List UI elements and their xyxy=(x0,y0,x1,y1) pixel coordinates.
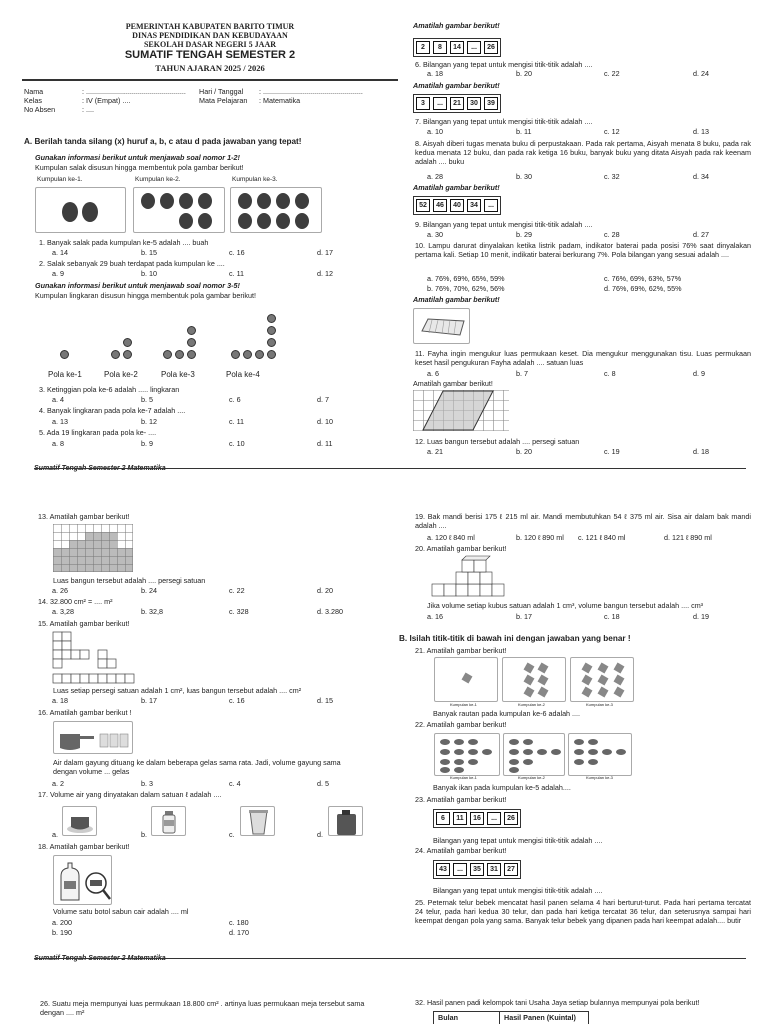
page-footer xyxy=(34,955,166,963)
q17-option-d[interactable]: d. xyxy=(317,830,323,839)
salak-icon xyxy=(134,188,226,234)
q11-option-a[interactable]: a. 6 xyxy=(427,369,439,378)
q8-option-d[interactable]: d. 34 xyxy=(693,172,709,181)
q20-option-c[interactable]: c. 18 xyxy=(604,612,620,621)
question-6: 6. Bilangan yang tepat untuk mengisi titik-titik adalah .... xyxy=(415,60,593,69)
q9-option-d[interactable]: d. 27 xyxy=(693,230,709,239)
q4-option-a[interactable]: a. 13 xyxy=(52,417,68,426)
q4-option-c[interactable]: c. 11 xyxy=(229,417,245,426)
glass-image xyxy=(240,806,275,836)
question-21: 21. Amatilah gambar berikut! xyxy=(415,646,507,655)
q15-option-c[interactable]: c. 16 xyxy=(229,696,245,705)
info-1: Gunakan informasi berikut untuk menjawab soal nomor 1-2! xyxy=(35,153,240,162)
q5-option-a[interactable]: a. 8 xyxy=(52,439,64,448)
q19-option-d[interactable]: d. 121 ℓ 890 ml xyxy=(664,533,712,542)
grid-shape-13 xyxy=(53,524,133,572)
q18-option-d[interactable]: d. 170 xyxy=(229,928,249,937)
q8-option-c[interactable]: c. 32 xyxy=(604,172,620,181)
question-20: 20. Amatilah gambar berikut! xyxy=(415,544,507,553)
soap-image xyxy=(53,855,112,905)
mapel-label: Mata Pelajaran xyxy=(199,96,248,105)
kumpulan-label: Kumpulan ke-3 xyxy=(586,702,613,707)
kelas-label: Kelas xyxy=(24,96,42,105)
q1-option-d[interactable]: d. 17 xyxy=(317,248,333,257)
q6-option-a[interactable]: a. 18 xyxy=(427,69,443,78)
q15-prompt: Luas setiap persegi satuan adalah 1 cm², luas bangun tersebut adalah .... cm² xyxy=(53,686,302,695)
cube-stack xyxy=(430,556,506,598)
q12-option-c[interactable]: c. 19 xyxy=(604,447,620,456)
q2-option-b[interactable]: b. 10 xyxy=(141,269,157,278)
doormat-icon xyxy=(414,309,471,345)
q23-prompt: Bilangan yang tepat untuk mengisi titik-titik adalah .... xyxy=(433,836,603,845)
q7-option-b[interactable]: b. 11 xyxy=(516,127,532,136)
absen-field[interactable]: : .... xyxy=(82,105,94,114)
q20-option-b[interactable]: b. 17 xyxy=(516,612,532,621)
kumpulan-label: Kumpulan ke-3 xyxy=(586,775,613,780)
footer-divider xyxy=(34,468,746,469)
q18-option-a[interactable]: a. 200 xyxy=(52,918,72,927)
table-header-hasil: Hasil Panen (Kuintal) xyxy=(504,1013,576,1022)
salak-group-1 xyxy=(35,187,126,233)
q13-option-d[interactable]: d. 20 xyxy=(317,586,333,595)
q6-option-d[interactable]: d. 24 xyxy=(693,69,709,78)
q18-prompt: Volume satu botol sabun cair adalah .... ml xyxy=(53,907,189,916)
q3-option-b[interactable]: b. 5 xyxy=(141,395,153,404)
ikan-group-2 xyxy=(503,733,565,776)
q1-option-a[interactable]: a. 14 xyxy=(52,248,68,257)
q15-option-b[interactable]: b. 17 xyxy=(141,696,157,705)
q20-option-a[interactable]: a. 16 xyxy=(427,612,443,621)
q7-option-c[interactable]: c. 12 xyxy=(604,127,620,136)
q8-option-b[interactable]: b. 30 xyxy=(516,172,532,181)
q17-option-c[interactable]: c. xyxy=(229,830,235,839)
amati-label: Amatilah gambar berikut! xyxy=(413,183,500,192)
q21-prompt: Banyak rautan pada kumpulan ke-6 adalah .... xyxy=(433,709,581,718)
jerrycan-image xyxy=(328,806,363,836)
salak-icon xyxy=(36,188,127,234)
amati-label: Amatilah gambar berikut! xyxy=(413,379,493,388)
header-line-2: DINAS PENDIDIKAN DAN KEBUDAYAAN xyxy=(132,31,288,40)
salak-icon xyxy=(231,188,323,234)
q22-prompt: Banyak ikan pada kumpulan ke-5 adalah.... xyxy=(433,783,571,792)
label-kumpulan-2: Kumpulan ke-2. xyxy=(135,176,181,183)
q17-option-a[interactable]: a. xyxy=(52,830,58,839)
question-15: 15. Amatilah gambar berikut! xyxy=(38,619,130,628)
q10-option-a[interactable]: a. 76%, 69%, 65%, 59% xyxy=(427,274,505,283)
exam-title: SUMATIF TENGAH SEMESTER 2 xyxy=(124,49,296,61)
kumpulan-label: Kumpulan ke-1 xyxy=(450,702,477,707)
q3-option-a[interactable]: a. 4 xyxy=(52,395,64,404)
fish-icon xyxy=(504,734,566,777)
bottle-icon xyxy=(152,807,187,837)
q14-option-a[interactable]: a. 3,28 xyxy=(52,607,74,616)
q16-option-c[interactable]: c. 4 xyxy=(229,779,241,788)
sequence-q6: 2 8 14 ... 26 xyxy=(413,38,501,57)
kumpulan-label: Kumpulan ke-1 xyxy=(450,775,477,780)
q14-option-b[interactable]: b. 32,8 xyxy=(141,607,163,616)
sharpener-icon xyxy=(571,658,635,703)
q11-option-d[interactable]: d. 9 xyxy=(693,369,705,378)
sequence-q24: 43 ... 35 31 27 xyxy=(433,860,521,879)
q9-option-b[interactable]: b. 29 xyxy=(516,230,532,239)
q8-option-a[interactable]: a. 28 xyxy=(427,172,443,181)
cup-image xyxy=(62,806,97,836)
q7-option-d[interactable]: d. 13 xyxy=(693,127,709,136)
kumpulan-label: Kumpulan ke-2 xyxy=(518,775,545,780)
pola-1-label: Pola ke-1 xyxy=(48,370,82,379)
q16-option-d[interactable]: d. 5 xyxy=(317,779,329,788)
scoop-and-glasses-icon xyxy=(54,722,134,755)
info-2b: Kumpulan lingkaran disusun hingga membentuk pola gambar berikut! xyxy=(35,291,256,300)
amati-label: Amatilah gambar berikut! xyxy=(413,295,500,304)
q15-option-d[interactable]: d. 15 xyxy=(317,696,333,705)
q17-option-b[interactable]: b. xyxy=(141,830,147,839)
question-19: 19. Bak mandi berisi 175 ℓ 215 ml air. Mandi membutuhkan 54 ℓ 375 ml air. Sisa air dalam bak mandi adalah .... xyxy=(415,512,751,530)
page-footer xyxy=(34,465,166,473)
q10-option-b[interactable]: b. 76%, 70%, 62%, 56% xyxy=(427,284,505,293)
question-5: 5. Ada 19 lingkaran pada pola ke- .... xyxy=(39,428,157,437)
gayung-image xyxy=(53,721,133,754)
q3-option-c[interactable]: c. 6 xyxy=(229,395,241,404)
header-line-1: PEMERINTAH KABUPATEN BARITO TIMUR xyxy=(125,22,295,31)
soap-bottle-magnifier-icon xyxy=(54,856,113,906)
school-year: TAHUN AJARAN 2025 / 2026 xyxy=(155,63,265,73)
question-25: 25. Peternak telur bebek mencatat hasil panen selama 4 hari berturut-turut. Pada hari pertama tercatat 24 telur, pada hari kedua 30 telur, dan pada hari ketiga tercatat 36 telur, dan seterusnya sampai hari keempat dengan pola yang sama. Banyak telur bebek yang dipanen pada hari keempat adalah.... butir xyxy=(415,898,751,925)
nama-label: Nama xyxy=(24,87,44,96)
q11-option-c[interactable]: c. 8 xyxy=(604,369,616,378)
salak-group-2 xyxy=(133,187,225,233)
mapel-field: : Matematika xyxy=(259,96,301,105)
q14-option-d[interactable]: d. 3.280 xyxy=(317,607,343,616)
question-7: 7. Bilangan yang tepat untuk mengisi titik-titik adalah .... xyxy=(415,117,593,126)
info-1b: Kumpulan salak disusun hingga membentuk pola gambar berikut! xyxy=(35,163,244,172)
question-24: 24. Amatilah gambar berikut! xyxy=(415,846,507,855)
q9-option-a[interactable]: a. 30 xyxy=(427,230,443,239)
q19-option-c[interactable]: c. 121 ℓ 840 ml xyxy=(578,533,626,542)
amati-label: Amatilah gambar berikut! xyxy=(413,81,500,90)
absen-label: No Absen xyxy=(24,105,56,114)
section-b-title: B. Isilah titik-titik di bawah ini dengan jawaban yang benar ! xyxy=(399,634,631,643)
footer-divider xyxy=(34,958,746,959)
q4-option-d[interactable]: d. 10 xyxy=(317,417,333,426)
q5-option-b[interactable]: b. 9 xyxy=(141,439,153,448)
question-11: 11. Fayha ingin mengukur luas permukaan keset. Dia mengukur menggunakan tisu. Luas permukaan keset hasil pengukuran Fayha adalah .... satuan luas xyxy=(415,349,751,367)
q2-option-d[interactable]: d. 12 xyxy=(317,269,333,278)
q2-option-c[interactable]: c. 11 xyxy=(229,269,245,278)
q20-prompt: Jika volume setiap kubus satuan adalah 1 cm³, volume bangun tersebut adalah .... cm³ xyxy=(427,601,704,610)
q14-option-c[interactable]: c. 328 xyxy=(229,607,249,616)
kelas-field[interactable]: : IV (Empat) .... xyxy=(82,96,131,105)
question-10: 10. Lampu darurat dinyalakan ketika listrik padam, indikator baterai pada posisi 76% saat dinyalakan pertama kali. Setiap 10 menit, indikatir baterai berkurang 7%. Pola bilangan yang sesuai adalah .... xyxy=(415,241,751,259)
q6-option-c[interactable]: c. 22 xyxy=(604,69,620,78)
q24-prompt: Bilangan yang tepat untuk mengisi titik-titik adalah .... xyxy=(433,886,603,895)
q12-option-b[interactable]: b. 20 xyxy=(516,447,532,456)
q18-option-b[interactable]: b. 190 xyxy=(52,928,72,937)
question-3: 3. Ketinggian pola ke-6 adalah ..... lingkaran xyxy=(39,385,180,394)
label-kumpulan-3: Kumpulan ke-3. xyxy=(232,176,278,183)
glass-icon xyxy=(241,807,276,837)
sequence-q23: 6 11 16 ... 26 xyxy=(433,809,521,828)
table-header-bulan: Bulan xyxy=(434,1012,500,1024)
question-26: 26. Suatu meja mempunyai luas permukaan 18.800 cm² . artinya luas permukaan meja tersebut sama dengan .... m² xyxy=(40,999,365,1017)
rautan-group-2 xyxy=(502,657,566,702)
fish-icon xyxy=(569,734,633,777)
ikan-group-1 xyxy=(434,733,500,776)
question-9: 9. Bilangan yang tepat untuk mengisi titik-titik adalah .... xyxy=(415,220,593,229)
q16-option-b[interactable]: b. 3 xyxy=(141,779,153,788)
q11-option-b[interactable]: b. 7 xyxy=(516,369,528,378)
rautan-group-1 xyxy=(434,657,498,702)
q16-prompt: Air dalam gayung dituang ke dalam beberapa gelas sama rata. Jadi, volume gayung sama dengan volume ... gelas xyxy=(53,758,341,777)
fish-icon xyxy=(435,734,501,777)
q5-option-c[interactable]: c. 10 xyxy=(229,439,245,448)
header-divider xyxy=(22,79,398,81)
amati-label: Amatilah gambar berikut! xyxy=(413,21,500,30)
grid-shape-15 xyxy=(53,632,137,684)
header-line-3: SEKOLAH DASAR NEGERI 5 JAAR xyxy=(143,40,277,49)
jerrycan-icon xyxy=(329,807,364,837)
info-2: Gunakan informasi berikut untuk menjawab soal nomor 3-5! xyxy=(35,281,240,290)
q3-option-d[interactable]: d. 7 xyxy=(317,395,329,404)
rautan-group-3 xyxy=(570,657,634,702)
parallelogram-grid xyxy=(413,390,509,432)
question-17: 17. Volume air yang dinyatakan dalam satuan ℓ adalah .... xyxy=(38,790,222,799)
salak-group-3 xyxy=(230,187,322,233)
question-32: 32. Hasil panen padi kelompok tani Usaha Jaya setiap bulannya mempunyai pola berikut! xyxy=(415,998,700,1007)
q13-prompt: Luas bangun tersebut adalah .... persegi satuan xyxy=(53,576,206,585)
q13-option-a[interactable]: a. 26 xyxy=(52,586,68,595)
question-23: 23. Amatilah gambar berikut! xyxy=(415,795,507,804)
pola-4-label: Pola ke-4 xyxy=(226,370,260,379)
q20-option-d[interactable]: d. 19 xyxy=(693,612,709,621)
question-14: 14. 32.800 cm² = .... m² xyxy=(38,597,113,606)
ikan-group-3 xyxy=(568,733,632,776)
q4-option-b[interactable]: b. 12 xyxy=(141,417,157,426)
hari-label: Hari / Tanggal xyxy=(199,87,244,96)
q5-option-d[interactable]: d. 11 xyxy=(317,439,333,448)
pola-2-label: Pola ke-2 xyxy=(104,370,138,379)
pola-3-label: Pola ke-3 xyxy=(161,370,195,379)
q19-option-b[interactable]: b. 120 ℓ 890 ml xyxy=(516,533,564,542)
question-22: 22. Amatilah gambar berikut! xyxy=(415,720,507,729)
q12-option-a[interactable]: a. 21 xyxy=(427,447,443,456)
section-a-title: A. Berilah tanda silang (x) huruf a, b, c atau d pada jawaban yang tepat! xyxy=(24,137,302,146)
keset-image xyxy=(413,308,470,344)
question-12: 12. Luas bangun tersebut adalah .... persegi satuan xyxy=(415,437,580,446)
q2-option-a[interactable]: a. 9 xyxy=(52,269,64,278)
q13-option-b[interactable]: b. 24 xyxy=(141,586,157,595)
q15-option-a[interactable]: a. 18 xyxy=(52,696,68,705)
question-8: 8. Aisyah diberi tugas menata buku di perpustakaan. Pada rak pertama, Aisyah menata 8 buku, pada rak kedua menata 12 buku, dan pada rak ketiga 16 buku, banyak buku yang ditata Aisyah pada rak keenam adalah .... buku xyxy=(415,139,751,166)
q7-option-a[interactable]: a. 10 xyxy=(427,127,443,136)
q10-option-c[interactable]: c. 76%, 69%, 63%, 57% xyxy=(604,274,682,283)
q9-option-c[interactable]: c. 28 xyxy=(604,230,620,239)
nama-field[interactable]: : .................................................. xyxy=(82,87,186,96)
harvest-table xyxy=(433,1011,589,1024)
q19-option-a[interactable]: a. 120 ℓ 840 ml xyxy=(427,533,475,542)
kumpulan-label: Kumpulan ke-2 xyxy=(518,702,545,707)
coffee-cup-icon xyxy=(63,807,98,837)
question-16: 16. Amatilah gambar berikut ! xyxy=(38,708,132,717)
q13-option-c[interactable]: c. 22 xyxy=(229,586,245,595)
question-2: 2. Salak sebanyak 29 buah terdapat pada kumpulan ke .... xyxy=(39,259,225,268)
sharpener-icon xyxy=(503,658,567,703)
sequence-q9: 52 46 40 34 ... xyxy=(413,196,501,215)
question-1: 1. Banyak salak pada kumpulan ke-5 adalah .... buah xyxy=(39,238,209,247)
question-4: 4. Banyak lingkaran pada pola ke-7 adalah .... xyxy=(39,406,186,415)
bottle-image xyxy=(151,806,186,836)
q16-option-a[interactable]: a. 2 xyxy=(52,779,64,788)
q1-option-b[interactable]: b. 15 xyxy=(141,248,157,257)
label-kumpulan-1: Kumpulan ke-1. xyxy=(37,176,83,183)
q6-option-b[interactable]: b. 20 xyxy=(516,69,532,78)
q12-option-d[interactable]: d. 18 xyxy=(693,447,709,456)
sequence-q7: 3 ... 21 30 39 xyxy=(413,94,501,113)
q10-option-d[interactable]: d. 76%, 69%, 62%, 55% xyxy=(604,284,682,293)
question-18: 18. Amatilah gambar berikut! xyxy=(38,842,130,851)
question-13: 13. Amatilah gambar berikut! xyxy=(38,512,130,521)
hari-field[interactable]: : .................................................. xyxy=(259,87,363,96)
q18-option-c[interactable]: c. 180 xyxy=(229,918,249,927)
sharpener-icon xyxy=(435,658,499,703)
q1-option-c[interactable]: c. 16 xyxy=(229,248,245,257)
